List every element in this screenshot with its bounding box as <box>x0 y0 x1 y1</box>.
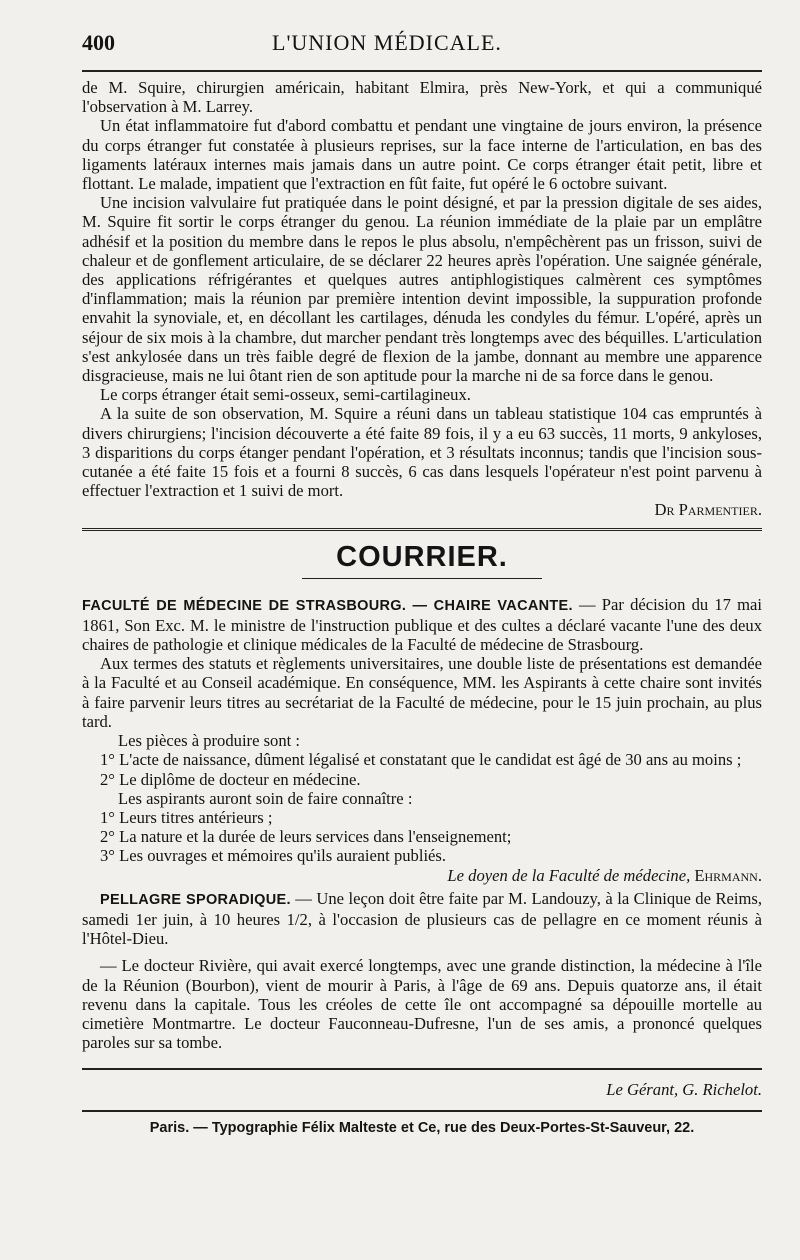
running-head: L'UNION MÉDICALE. <box>272 30 502 55</box>
courrier-paragraph: Aux termes des statuts et règlements universitaires, une double liste de présentations est demandée à la Faculté et au Conseil académique. En conséquence, MM. les Aspirants à cette chaire sont invités à faire parvenir leurs titres au secrétariat de la Faculté de médecine, pour le 15 juin prochain, au plus tard. <box>82 654 762 731</box>
page-number: 400 <box>82 30 115 55</box>
article-paragraph: Le corps étranger était semi-osseux, semi-cartilagineux. <box>100 385 471 405</box>
item-heading: FACULTÉ DE MÉDECINE DE STRASBOURG. — CHAIRE VACANTE. <box>82 597 573 614</box>
dean-signature <box>82 866 762 885</box>
courrier-item-strasbourg <box>82 595 762 655</box>
article-paragraph: de M. Squire, chirurgien américain, habitant Elmira, près New-York, et qui a communiqué l'observation à M. Larrey. <box>82 78 762 117</box>
header-rule <box>82 70 762 72</box>
list-item: 1° L'acte de naissance, dûment légalisé et constatant que le candidat est âgé de 30 ans au moins ; <box>100 750 742 770</box>
printer-imprint: Paris. — Typographie Félix Malteste et Ce, rue des Deux-Portes-St-Sauveur, 22. <box>82 1110 762 1136</box>
article-paragraph: A la suite de son observation, M. Squire a réuni dans un tableau statistique 104 cas empruntés à divers chirurgiens; l'incision découverte a été faite 89 fois, il y a eu 63 succès, 11 morts, 9 ankyloses, 3 disparitions du corps étanger pendant l'opération, et 3 résultats inconnus; tandis que l'incision sous-cutanée a été faite 15 fois et a fourni 8 succès, 6 cas dans lesquels l'opérateur n'est point parvenu à effectuer l'extraction et 1 suivi de mort. <box>82 404 762 501</box>
title-underline <box>302 578 542 579</box>
section-divider <box>82 528 762 531</box>
item-text: — Par décision du 17 mai 1861, Son Exc. M. le ministre de l'instruction publique et des cultes a déclaré vacante l'une des deux chaires de pathologie et clinique médicales de la Faculté de médecine de Strasbourg. <box>82 594 762 655</box>
page-header <box>82 30 762 64</box>
courrier-body <box>82 595 762 1053</box>
list-item: 3° Les ouvrages et mémoires qu'ils auraient publiés. <box>100 846 447 866</box>
section-title: COURRIER. <box>336 540 508 573</box>
list-intro: Les aspirants auront soin de faire connaître : <box>118 788 413 808</box>
article-paragraph: Un état inflammatoire fut d'abord combattu et pendant une vingtaine de jours environ, la présence du corps étranger fut constatée à plusieurs reprises, sur la face interne de l'articulation, en bas des ligaments latéraux internes mais jamais dans un autre point. Ce corps étranger était petit, libre et flottant. Le malade, impatient que l'extraction en fût faite, fut opéré le 6 octobre suivant. <box>82 116 762 194</box>
courrier-item-pellagre <box>82 889 762 949</box>
list-intro: Les pièces à produire sont : <box>118 731 301 751</box>
list-item: 2° La nature et la durée de leurs services dans l'enseignement; <box>100 827 512 847</box>
dean-title: Le doyen de la Faculté de médecine, <box>447 865 695 885</box>
gerant-signature: Le Gérant, G. Richelot. <box>606 1080 762 1100</box>
item-heading: PELLAGRE SPORADIQUE. <box>100 891 291 908</box>
pieces-list <box>82 731 762 865</box>
article-paragraph: Une incision valvulaire fut pratiquée dans le point désigné, et par la pression digitale de ses aides, M. Squire fit sortir le corps étranger du genou. La réunion immédiate de la plaie par un emplâtre adhésif et la position du membre dans le repos le plus absolu, n'empêchèrent pas un frisson, suivi de chaleur et de gonflement articulaire, de se déclarer 22 heures après l'opération. Une saignée générale, des applications réfrigérantes et quelques autres antiphlogistiques calmèrent ces symptômes d'inflammation; mais la réunion par première intention devint impossible, la suppuration profonde envahit la synoviale, et, en décollant les cartilages, dénuda les condyles du fémur. L'opéré, après un séjour de six mois à la chambre, dut marcher pendant très longtemps avec des béquilles. L'articulation s'est ankylosée dans un très faible degré de flexion de la jambe, donnant au membre une apparence disgracieuse, mais ne lui ôtant rien de son aptitude pour la marche ni de sa force dans le genou. <box>82 193 762 386</box>
courrier-item-riviere: — Le docteur Rivière, qui avait exercé longtemps, avec une grande distinction, la médecine à l'île de la Réunion (Bourbon), vient de mourir à Paris, à l'âge de 69 ans. Depuis quatorze ans, il était revenu dans la capitale. Tous les créoles de cette île ont accompagné sa dépouille mortelle au cimetière Montmartre. Le docteur Fauconneau-Dufresne, l'un de ses amis, a prononcé quelques paroles sur sa tombe. <box>82 956 762 1053</box>
article-body <box>82 78 762 500</box>
list-item: 1° Leurs titres antérieurs ; <box>100 807 273 827</box>
list-item: 2° Le diplôme de docteur en médecine. <box>100 769 361 789</box>
dean-name: Ehrmann. <box>694 865 762 885</box>
item-text: — Une leçon doit être faite par M. Landouzy, à la Clinique de Reims, samedi 1er juin, à 10 heures 1/2, à l'occasion de plusieurs cas de pellagre en ce moment réunis à l'Hôtel-Dieu. <box>82 888 762 949</box>
article-signature: Dr Parmentier. <box>654 500 762 520</box>
footer-rule <box>82 1068 762 1070</box>
